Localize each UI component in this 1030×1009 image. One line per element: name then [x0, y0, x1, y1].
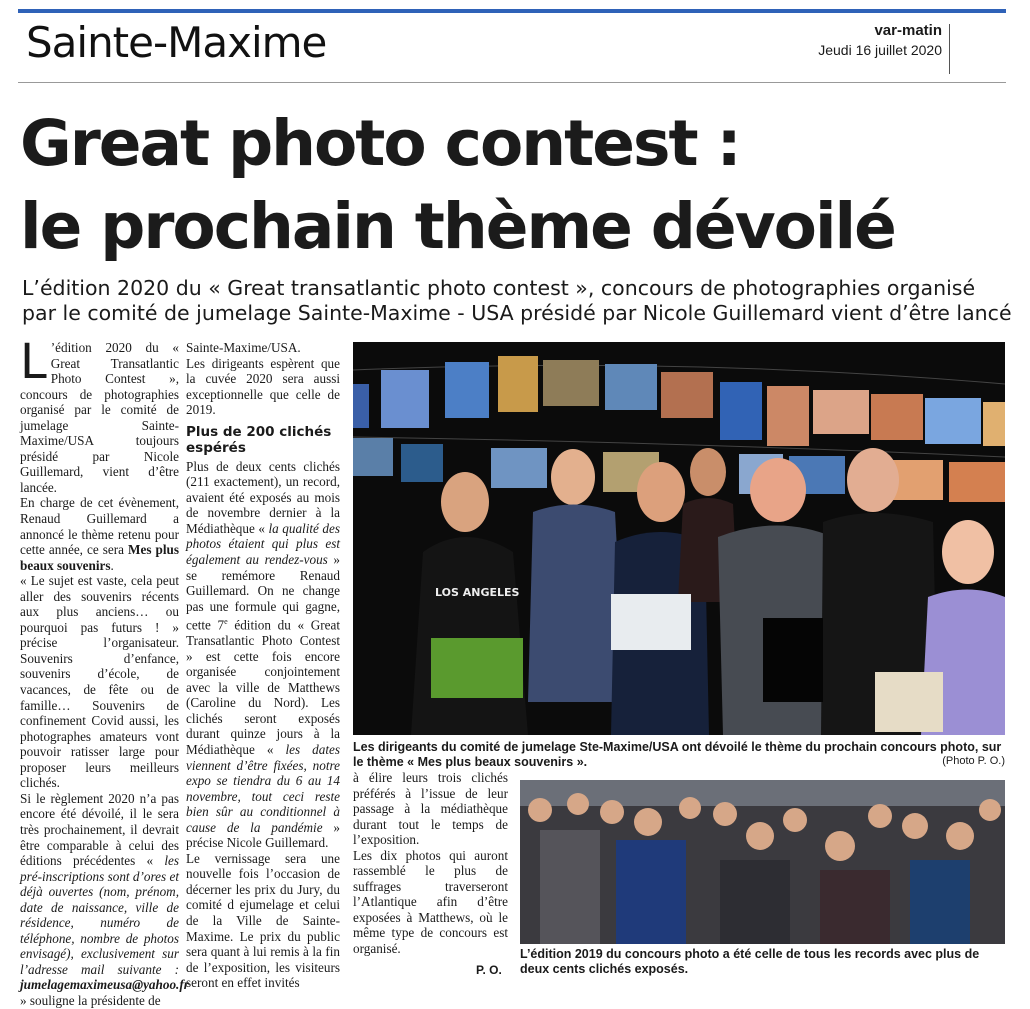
paragraph: L ’édition 2020 du « Great Transatlantic Photo Contest », concours de photographies organisé par le comité de jumelage Sainte-Maxime/USA toujours présidé par Nicole Guillemard, vient d’être lancée.	[20, 334, 179, 495]
headline	[20, 102, 1010, 268]
publication-date: Jeudi 16 juillet 2020	[818, 42, 942, 58]
paragraph: « Le sujet est vaste, cela peut aller des souvenirs récents aux plus anciens… ou pourquoi pas futurs ! » précise l’organisateur. Souvenirs d’enfance, souvenirs d’école, de vacances, de fête ou de famille… Souvenirs de confinement Covid aussi, les photographes amateurs vont pouvoir ratisser large pour proposer leurs meilleurs clichés.	[20, 573, 179, 791]
paragraph: Les dix photos qui auront rassemblé le plus de suffrages traverseront l’Atlantique afin d’être exposées à Matthews, où le même type de concours est organisé.	[353, 847, 508, 957]
article-column-1	[20, 334, 189, 1009]
held-photo	[431, 638, 523, 698]
secondary-photo	[520, 780, 1005, 944]
crowd-photo-illustration	[520, 780, 1005, 944]
paragraph: Sainte-Maxime/USA.	[186, 340, 301, 355]
photo-credit: (Photo P. O.)	[942, 755, 1005, 767]
top-accent-bar	[18, 9, 1006, 13]
paragraph: Les dirigeants espèrent que la cuvée 2020 sera aussi exceptionnelle que celle de 2019.	[186, 355, 340, 418]
standfirst-line-1: L’édition 2020 du « Great transatlantic photo contest », concours de photographies organisé	[22, 276, 976, 300]
held-photo	[763, 618, 823, 702]
masthead	[818, 22, 942, 58]
standfirst-line-2: par le comité de jumelage Sainte-Maxime - USA présidé par Nicole Guillemard vient d’être lancé	[22, 301, 1012, 325]
paragraph: Si le règlement 2020 n’a pas encore été dévoilé, il le sera très prochainement, il devrait être comparable à celui des éditions précédentes « les pré-inscriptions sont d’ores et déjà ouvertes (nom, prénom, date de naissance, ville de résidence, numéro de téléphone, nombre de photos envisagé), exclusivement sur l’adresse mail suivante : jumelagemaximeusa@yahoo.fr » souligne la présidente de	[20, 790, 189, 1008]
article-column-2	[186, 340, 340, 991]
headline-line-1: Great photo contest :	[20, 107, 740, 180]
drop-cap: L	[20, 334, 47, 390]
paragraph: En charge de cet évènement, Renaud Guillemard a annoncé le thème retenu pour cette année, ce sera Mes plus beaux souvenirs.	[20, 495, 179, 573]
masthead-divider	[949, 24, 950, 74]
shirt-text: LOS ANGELES	[435, 586, 520, 599]
headline-line-2: le prochain thème dévoilé	[20, 190, 895, 263]
author-signature: P. O.	[476, 963, 502, 977]
header-rule	[18, 82, 1006, 83]
section-title: Sainte-Maxime	[26, 18, 327, 67]
held-photo	[611, 594, 691, 650]
held-photo	[875, 672, 943, 732]
main-photo	[353, 342, 1005, 735]
paragraph: à élire leurs trois clichés préférés à l’issue de leur passage à la médiathèque durant tout le temps de l’exposition.	[353, 770, 508, 848]
paragraph: Plus de deux cents clichés (211 exactement), un record, avaient été exposés au mois de novembre dernier à la Médiathèque « la qualité des photos étaient qui plus est également au rendez-vous » se remémore Renaud Guillemard. On ne change pas une formule qui gagne, cette 7e édition du « Great Transatlantic Photo Contest » est cette fois encore organisée conjointement avec la ville de Matthews (Caroline du Nord). Les clichés seront exposés durant quinze jours à la Médiathèque « les dates viennent d’être fixées, notre expo se tiendra du 6 au 14 novembre, tout ceci reste bien sûr au conditionnel à cause de la pandémie » précise Nicole Guillemard.	[186, 458, 341, 851]
group-photo-illustration	[353, 342, 1005, 735]
subheading: Plus de 200 clichés espérés	[186, 423, 332, 456]
contact-email[interactable]: jumelagemaximeusa@yahoo.fr	[20, 977, 189, 993]
main-photo-caption: Les dirigeants du comité de jumelage Ste-Maxime/USA ont dévoilé le thème du prochain concours photo, sur le thème « Mes plus beaux souvenirs ».	[353, 740, 1002, 769]
article-column-3	[353, 770, 508, 957]
newspaper-name: var-matin	[874, 22, 942, 39]
standfirst	[22, 276, 1012, 326]
paragraph: Le vernissage sera une nouvelle fois l’occasion de décerner les prix du Jury, du comité d ejumelage et celui de la Ville de Sainte-Maxime. Le prix du public sera quant à lui remis à la fin de l’exposition, les visiteurs seront en effet invités	[186, 850, 340, 991]
secondary-photo-caption: L’édition 2019 du concours photo a été celle de tous les records avec plus de deux cents clichés exposés.	[520, 947, 980, 976]
